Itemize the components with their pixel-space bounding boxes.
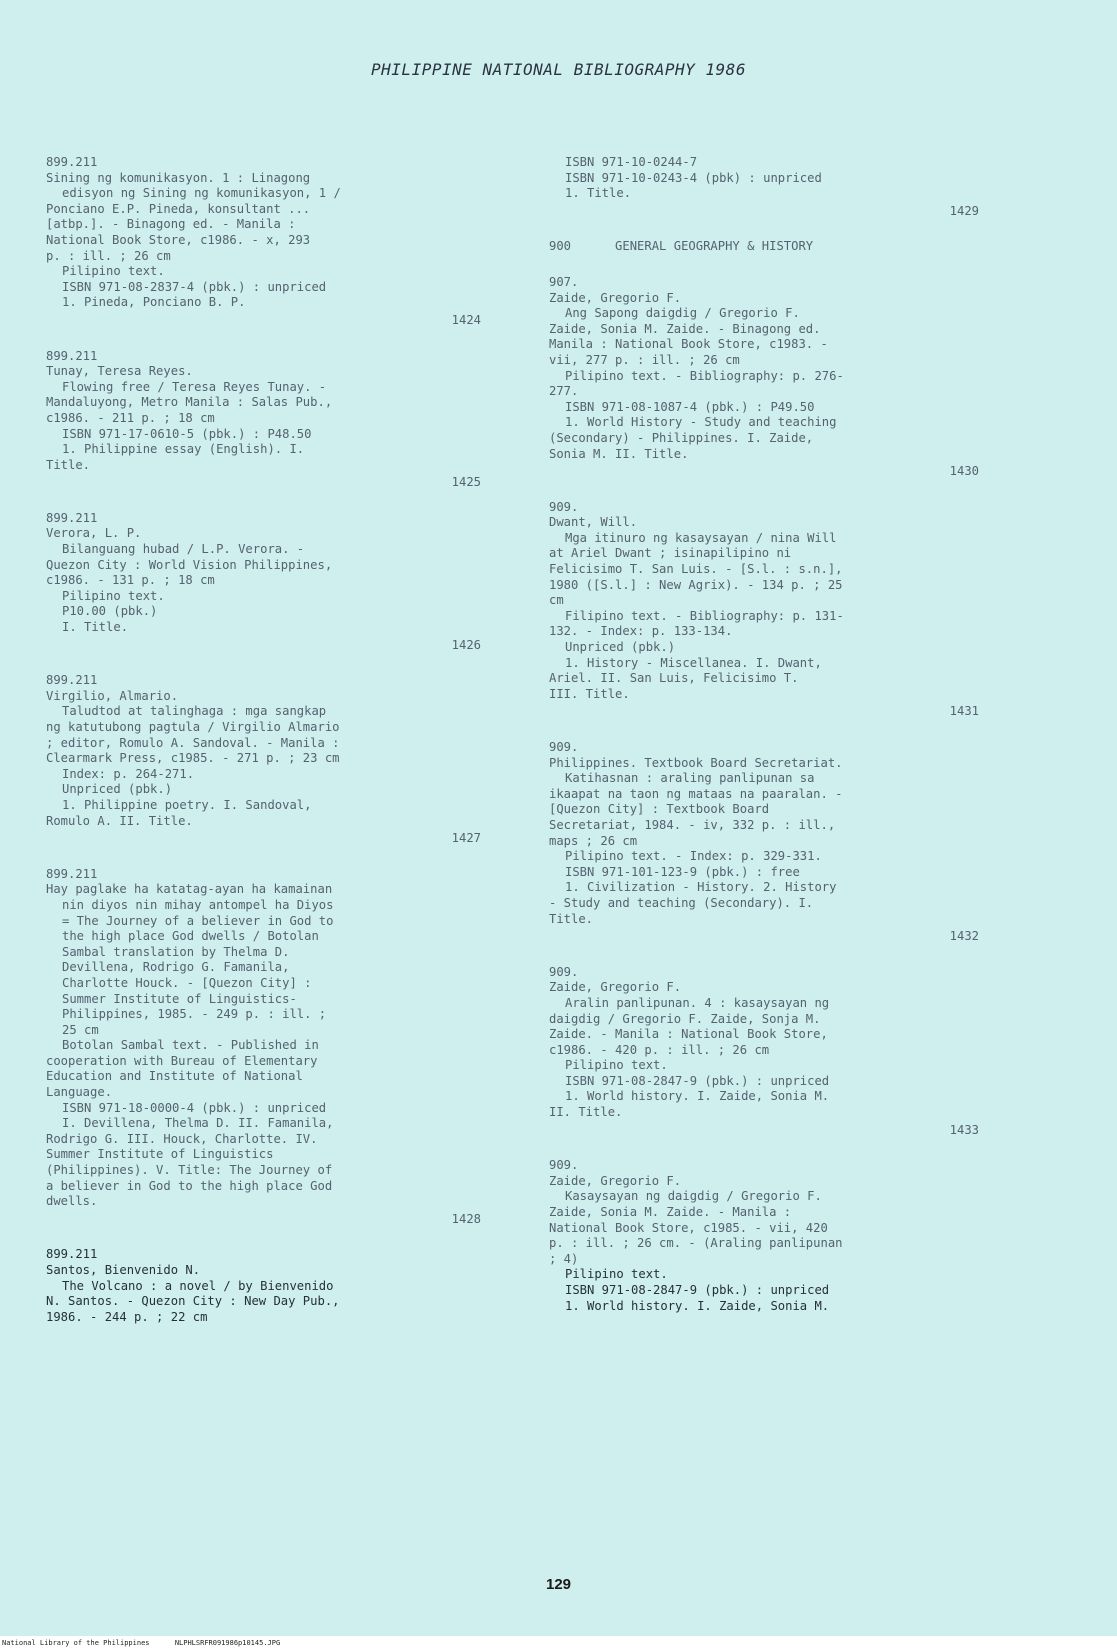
entry-line: 1986. - 244 p. ; 22 cm xyxy=(46,1309,208,1324)
entry-line: nin diyos nin mihay antompel ha Diyos xyxy=(62,897,334,912)
scan-footer xyxy=(0,1636,1117,1650)
entry-number: 1428 xyxy=(451,1211,481,1226)
entry-line: the high place God dwells / Botolan xyxy=(62,929,319,944)
entry-line: III. Title. xyxy=(549,686,630,701)
entry-line: [Quezon City] : Textbook Board xyxy=(549,802,770,817)
entry-line: Bilanguang hubad / L.P. Verora. - xyxy=(62,542,305,557)
entry-number: 1433 xyxy=(949,1122,979,1137)
entry-line: ikaapat na taon ng mataas na paaralan. - xyxy=(549,786,843,801)
entry-line: ISBN 971-08-2837-4 (pbk.) : unpriced xyxy=(62,279,327,294)
classification-number: 899.211 xyxy=(46,1247,98,1262)
entry-line: dwells. xyxy=(46,1194,98,1209)
entry-line: c1986. - 131 p. ; 18 cm xyxy=(46,573,215,588)
entry-line: 1. World history. I. Zaide, Sonia M. xyxy=(565,1298,830,1313)
classification-number: 909. xyxy=(549,964,579,979)
bibliography-entry xyxy=(46,673,481,847)
classification-number: 909. xyxy=(549,740,579,754)
entry-line: p. : ill. ; 26 cm xyxy=(46,248,171,263)
entry-line: Pilipino text. xyxy=(62,264,165,279)
footer-library: National Library of the Philippines xyxy=(2,1639,150,1647)
entry-line: 1. World history. I. Zaide, Sonia M. xyxy=(565,1089,830,1104)
entry-line: I. Devillena, Thelma D. II. Famanila, xyxy=(62,1116,334,1131)
entry-line: Secretariat, 1984. - iv, 332 p. : ill., xyxy=(549,817,836,832)
entry-line: Taludtod at talinghaga : mga sangkap xyxy=(62,704,327,719)
entry-line: c1986. - 211 p. ; 18 cm xyxy=(46,410,215,425)
entry-number: 1427 xyxy=(451,831,481,846)
bibliography-entry xyxy=(549,155,979,219)
entry-line: 1. Philippine poetry. I. Sandoval, xyxy=(62,797,312,812)
entry-line: ng katutubong pagtula / Virgilio Almario xyxy=(46,720,340,734)
entry-line: Philippines, 1985. - 249 p. : ill. ; xyxy=(62,1007,327,1022)
entry-line: Zaide, Sonia M. Zaide. - Binagong ed. xyxy=(549,321,821,336)
entry-line: Kasaysayan ng daigdig / Gregorio F. xyxy=(565,1189,822,1204)
entry-line: cm xyxy=(549,593,564,608)
entry-line: ISBN 971-08-2847-9 (pbk.) : unpriced xyxy=(565,1073,830,1088)
entry-number: 1430 xyxy=(949,464,979,479)
bibliography-entry xyxy=(46,155,481,329)
page-header: PHILIPPINE NATIONAL BIBLIOGRAPHY 1986 xyxy=(371,60,746,79)
entry-line: The Volcano : a novel / by Bienvenido xyxy=(62,1278,334,1293)
entry-number: 1425 xyxy=(451,475,481,490)
entry-line: 1980 ([S.l.] : New Agrix). - 134 p. ; 25 xyxy=(549,577,843,592)
entry-line: (Secondary) - Philippines. I. Zaide, xyxy=(549,430,814,445)
bibliography-entry xyxy=(46,349,481,491)
entry-line: cooperation with Bureau of Elementary xyxy=(46,1053,318,1068)
entry-line: Katihasnan : araling panlipunan sa xyxy=(565,771,815,786)
entry-line: Tunay, Teresa Reyes. xyxy=(46,364,193,379)
entry-line: 277. xyxy=(549,384,579,399)
entry-line: Clearmark Press, c1985. - 271 p. ; 23 cm xyxy=(46,751,340,766)
entry-line: P10.00 (pbk.) xyxy=(62,604,158,619)
section-heading: 900 GENERAL GEOGRAPHY & HISTORY xyxy=(549,239,814,254)
entry-line: National Book Store, c1986. - x, 293 xyxy=(46,232,311,247)
entry-line: Charlotte Houck. - [Quezon City] : xyxy=(62,975,312,990)
entry-line: Rodrigo G. III. Houck, Charlotte. IV. xyxy=(46,1131,318,1146)
entry-line: Zaide, Gregorio F. xyxy=(549,980,682,995)
entry-line: I. Title. xyxy=(62,620,129,635)
entry-line: Santos, Bienvenido N. xyxy=(46,1263,201,1277)
entry-line: II. Title. xyxy=(549,1105,623,1120)
entry-line: Philippines. Textbook Board Secretariat. xyxy=(549,755,843,770)
entry-line: Pilipino text. - Index: p. 329-331. xyxy=(565,849,822,864)
entry-line: Devillena, Rodrigo G. Famanila, xyxy=(62,960,290,975)
entry-number: 1424 xyxy=(451,312,481,327)
classification-number: 899.211 xyxy=(46,866,98,881)
entry-line: 1. Title. xyxy=(565,186,632,201)
entry-line: daigdig / Gregorio F. Zaide, Sonja M. xyxy=(549,1011,821,1026)
entry-line: ISBN 971-08-2847-9 (pbk.) : unpriced xyxy=(565,1283,830,1297)
entry-line: Pilipino text. xyxy=(565,1267,668,1282)
entry-line: Aralin panlipunan. 4 : kasaysayan ng xyxy=(565,995,830,1010)
entry-line: Flowing free / Teresa Reyes Tunay. - xyxy=(62,379,327,394)
entry-line: 25 cm xyxy=(62,1022,99,1037)
entry-line: Pilipino text. xyxy=(565,1058,668,1073)
entry-number: 1426 xyxy=(451,637,481,652)
classification-number: ISBN 971-10-0244-7 xyxy=(565,155,698,169)
entry-line: Pilipino text. xyxy=(62,588,165,603)
entry-line: Manila : National Book Store, c1983. - xyxy=(549,337,828,352)
left-column xyxy=(46,155,481,1345)
entry-line: Hay paglake ha katatag-ayan ha kamainan xyxy=(46,882,333,897)
classification-number: 909. xyxy=(549,499,579,514)
entry-line: N. Santos. - Quezon City : New Day Pub., xyxy=(46,1294,340,1309)
entry-line: Mga itinuro ng kasaysayan / nina Will xyxy=(565,530,837,545)
entry-line: Index: p. 264-271. xyxy=(62,766,195,781)
entry-line: Quezon City : World Vision Philippines, xyxy=(46,557,333,572)
entry-line: a believer in God to the high place God xyxy=(46,1178,333,1193)
entry-line: 132. - Index: p. 133-134. xyxy=(549,624,733,639)
entry-line: Sambal translation by Thelma D. xyxy=(62,944,290,959)
entry-line: Ponciano E.P. Pineda, konsultant ... xyxy=(46,201,311,216)
entry-line: Education and Institute of National xyxy=(46,1069,303,1084)
entry-line: Language. xyxy=(46,1085,113,1100)
entry-line: - Study and teaching (Secondary). I. xyxy=(549,895,814,910)
entry-line: (Philippines). V. Title: The Journey of xyxy=(46,1163,333,1178)
classification-number: 899.211 xyxy=(46,155,98,169)
bibliography-entry xyxy=(549,275,979,480)
bibliography-entry xyxy=(46,1247,481,1325)
entry-line: Filipino text. - Bibliography: p. 131- xyxy=(565,608,844,623)
entry-line: edisyon ng Sining ng komunikasyon, 1 / xyxy=(62,186,341,201)
entry-line: Summer Institute of Linguistics- xyxy=(62,991,297,1006)
footer-filename: NLPHLSRFR091986p10145.JPG xyxy=(174,1639,281,1647)
entry-line: Pilipino text. - Bibliography: p. 276- xyxy=(565,368,844,383)
entry-line: Dwant, Will. xyxy=(549,515,638,530)
entry-line: Zaide, Gregorio F. xyxy=(549,1173,682,1188)
entry-line: at Ariel Dwant ; isinapilipino ni xyxy=(549,546,792,561)
entry-line: 1. History - Miscellanea. I. Dwant, xyxy=(565,655,822,670)
bibliography-entry xyxy=(549,500,979,720)
bibliography-entry xyxy=(549,740,979,945)
entry-line: Virgilio, Almario. xyxy=(46,688,179,703)
entry-line: 1. Pineda, Ponciano B. P. xyxy=(62,295,246,310)
entry-line: Zaide, Gregorio F. xyxy=(549,290,682,305)
entry-line: Title. xyxy=(46,457,91,472)
entry-line: Zaide, Sonia M. Zaide. - Manila : xyxy=(549,1205,792,1220)
classification-number: 909. xyxy=(549,1158,579,1173)
entry-line: ISBN 971-08-1087-4 (pbk.) : P49.50 xyxy=(565,399,815,414)
entry-line: 1. Philippine essay (English). I. xyxy=(62,442,305,457)
entry-line: ; editor, Romulo A. Sandoval. - Manila : xyxy=(46,735,340,750)
entry-line: Summer Institute of Linguistics xyxy=(46,1147,274,1162)
bibliography-entry xyxy=(46,867,481,1228)
entry-line: ISBN 971-101-123-9 (pbk.) : free xyxy=(565,864,800,879)
entry-line: ISBN 971-18-0000-4 (pbk.) : unpriced xyxy=(62,1100,327,1115)
entry-line: Romulo A. II. Title. xyxy=(46,813,193,828)
bibliography-entry xyxy=(46,511,481,653)
entry-line: [atbp.]. - Binagong ed. - Manila : xyxy=(46,217,296,232)
entry-line: 1. Civilization - History. 2. History xyxy=(565,880,837,895)
entry-line: ; 4) xyxy=(549,1251,579,1266)
bibliography-entry xyxy=(549,1158,979,1314)
entry-line: ISBN 971-10-0243-4 (pbk) : unpriced xyxy=(565,170,822,185)
bibliography-entry xyxy=(549,965,979,1139)
entry-line: National Book Store, c1985. - vii, 420 xyxy=(549,1220,828,1235)
entry-line: Unpriced (pbk.) xyxy=(62,782,173,797)
entry-line: Ang Sapong daigdig / Gregorio F. xyxy=(565,306,800,321)
entry-line: Verora, L. P. xyxy=(46,526,142,541)
entry-line: ISBN 971-17-0610-5 (pbk.) : P48.50 xyxy=(62,426,312,441)
right-column xyxy=(549,155,979,1334)
entry-line: = The Journey of a believer in God to xyxy=(62,913,334,928)
entry-line: Felicisimo T. San Luis. - [S.l. : s.n.], xyxy=(549,562,843,577)
page-number: 129 xyxy=(545,1576,572,1593)
entry-number: 1429 xyxy=(949,203,979,218)
entry-line: Zaide. - Manila : National Book Store, xyxy=(549,1027,828,1042)
entry-line: p. : ill. ; 26 cm. - (Araling panlipunan xyxy=(549,1236,843,1251)
entry-line: maps ; 26 cm xyxy=(549,833,638,848)
entry-line: 1. World History - Study and teaching xyxy=(565,415,837,430)
classification-number: 907. xyxy=(549,274,579,289)
classification-number: 899.211 xyxy=(46,348,98,363)
entry-number: 1431 xyxy=(949,704,979,719)
entry-line: Sining ng komunikasyon. 1 : Linagong xyxy=(46,170,311,185)
classification-number: 899.211 xyxy=(46,673,98,688)
entry-line: Unpriced (pbk.) xyxy=(565,640,676,655)
entry-line: Title. xyxy=(549,911,594,926)
entry-line: Mandaluyong, Metro Manila : Salas Pub., xyxy=(46,395,333,410)
entry-line: Botolan Sambal text. - Published in xyxy=(62,1038,319,1053)
entry-number: 1432 xyxy=(949,929,979,944)
entry-line: c1986. - 420 p. : ill. ; 26 cm xyxy=(549,1042,770,1057)
classification-number: 899.211 xyxy=(46,510,98,525)
entry-line: Sonia M. II. Title. xyxy=(549,446,689,461)
entry-line: Ariel. II. San Luis, Felicisimo T. xyxy=(549,671,799,686)
entry-line: vii, 277 p. : ill. ; 26 cm xyxy=(549,352,740,367)
